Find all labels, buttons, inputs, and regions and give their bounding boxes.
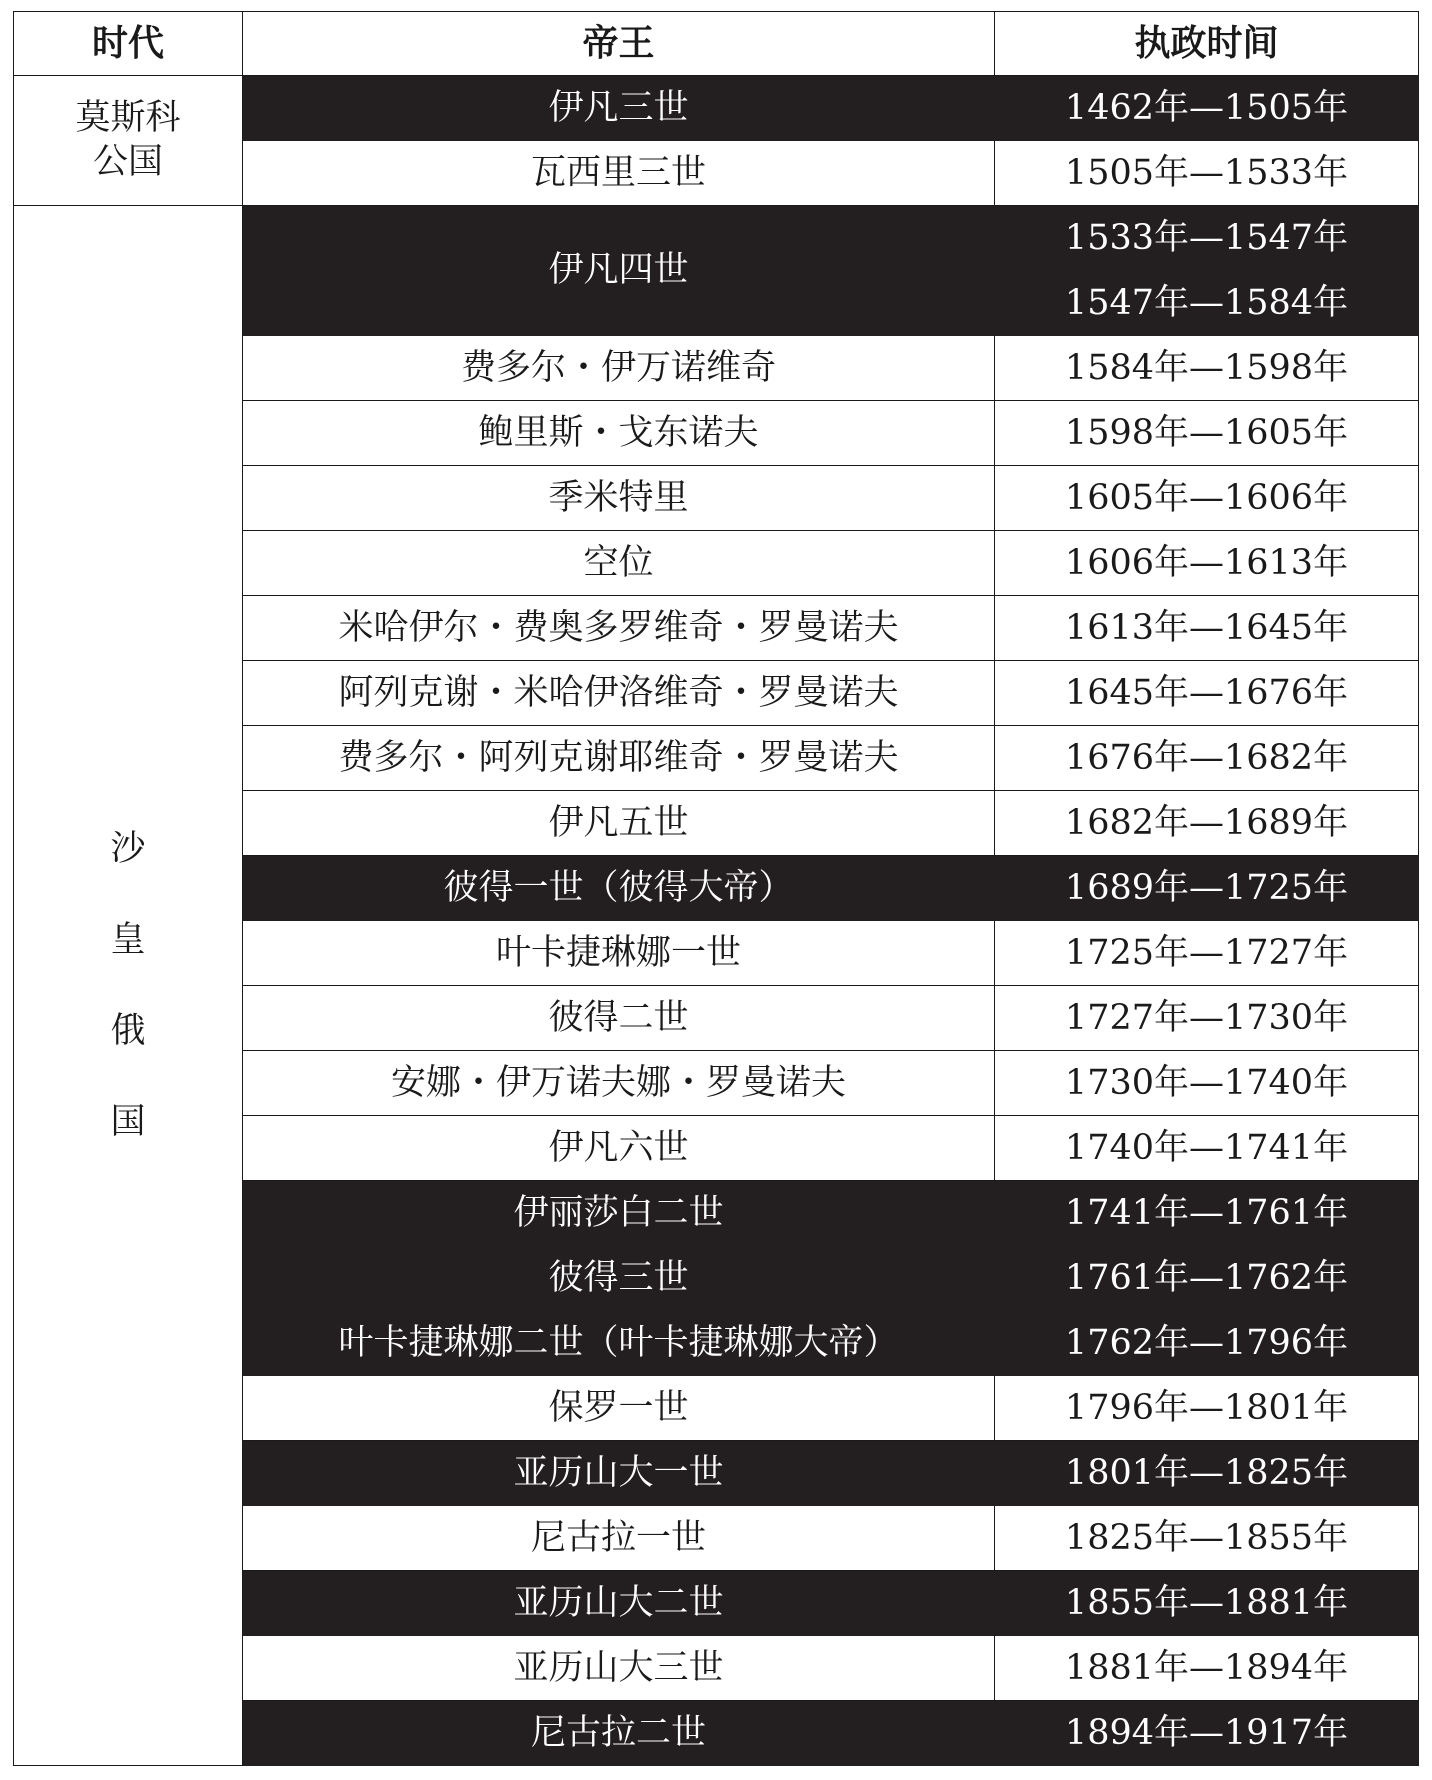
period-cell: 1740年—1741年 [995, 1116, 1419, 1181]
ruler-cell: 鲍里斯・戈东诺夫 [243, 401, 995, 466]
ruler-cell: 叶卡捷琳娜一世 [243, 921, 995, 986]
period-cell: 1796年—1801年 [995, 1376, 1419, 1441]
rulers-table-container [13, 11, 1418, 1764]
ruler-cell: 伊凡四世 [243, 206, 995, 336]
period-cell: 1505年—1533年 [995, 141, 1419, 206]
era-cell-tsardom: 沙 皇 俄 国 [14, 206, 243, 1766]
ruler-cell: 安娜・伊万诺夫娜・罗曼诺夫 [243, 1051, 995, 1116]
ruler-cell: 伊凡五世 [243, 791, 995, 856]
ruler-cell: 伊凡三世 [243, 76, 995, 141]
ruler-cell: 亚历山大三世 [243, 1636, 995, 1701]
ruler-cell: 亚历山大一世 [243, 1441, 995, 1506]
ruler-cell: 季米特里 [243, 466, 995, 531]
period-cell: 1881年—1894年 [995, 1636, 1419, 1701]
ruler-cell: 空位 [243, 531, 995, 596]
header-ruler: 帝王 [243, 12, 995, 76]
period-cell: 1801年—1825年 [995, 1441, 1419, 1506]
period-cell: 1676年—1682年 [995, 726, 1419, 791]
period-cell: 1727年—1730年 [995, 986, 1419, 1051]
period-cell: 1613年—1645年 [995, 596, 1419, 661]
period-cell: 1725年—1727年 [995, 921, 1419, 986]
ruler-cell: 伊凡六世 [243, 1116, 995, 1181]
ruler-cell: 米哈伊尔・费奥多罗维奇・罗曼诺夫 [243, 596, 995, 661]
ruler-cell: 费多尔・伊万诺维奇 [243, 336, 995, 401]
period-cell: 1682年—1689年 [995, 791, 1419, 856]
table-row [14, 76, 1419, 141]
ruler-cell: 瓦西里三世 [243, 141, 995, 206]
ruler-cell: 阿列克谢・米哈伊洛维奇・罗曼诺夫 [243, 661, 995, 726]
period-cell: 1584年—1598年 [995, 336, 1419, 401]
period-cell: 1547年—1584年 [995, 271, 1419, 336]
table-header-row [14, 12, 1419, 76]
period-cell: 1825年—1855年 [995, 1506, 1419, 1571]
period-cell: 1606年—1613年 [995, 531, 1419, 596]
period-cell: 1741年—1761年 1761年—1762年 1762年—1796年 [995, 1181, 1419, 1376]
header-period: 执政时间 [995, 12, 1419, 76]
period-cell: 1689年—1725年 [995, 856, 1419, 921]
era-cell-moscow: 莫斯科 公国 [14, 76, 243, 206]
ruler-cell: 伊丽莎白二世 彼得三世 叶卡捷琳娜二世（叶卡捷琳娜大帝） [243, 1181, 995, 1376]
period-cell: 1730年—1740年 [995, 1051, 1419, 1116]
ruler-cell: 费多尔・阿列克谢耶维奇・罗曼诺夫 [243, 726, 995, 791]
ruler-cell: 尼古拉一世 [243, 1506, 995, 1571]
period-cell: 1533年—1547年 [995, 206, 1419, 271]
period-cell: 1855年—1881年 [995, 1571, 1419, 1636]
ruler-cell: 保罗一世 [243, 1376, 995, 1441]
period-cell: 1598年—1605年 [995, 401, 1419, 466]
table-row [14, 206, 1419, 271]
ruler-cell: 彼得二世 [243, 986, 995, 1051]
period-cell: 1605年—1606年 [995, 466, 1419, 531]
period-cell: 1462年—1505年 [995, 76, 1419, 141]
ruler-cell: 尼古拉二世 [243, 1701, 995, 1766]
ruler-cell: 彼得一世（彼得大帝） [243, 856, 995, 921]
period-cell: 1894年—1917年 [995, 1701, 1419, 1766]
ruler-cell: 亚历山大二世 [243, 1571, 995, 1636]
header-era: 时代 [14, 12, 243, 76]
russian-rulers-table [13, 11, 1419, 1766]
period-cell: 1645年—1676年 [995, 661, 1419, 726]
